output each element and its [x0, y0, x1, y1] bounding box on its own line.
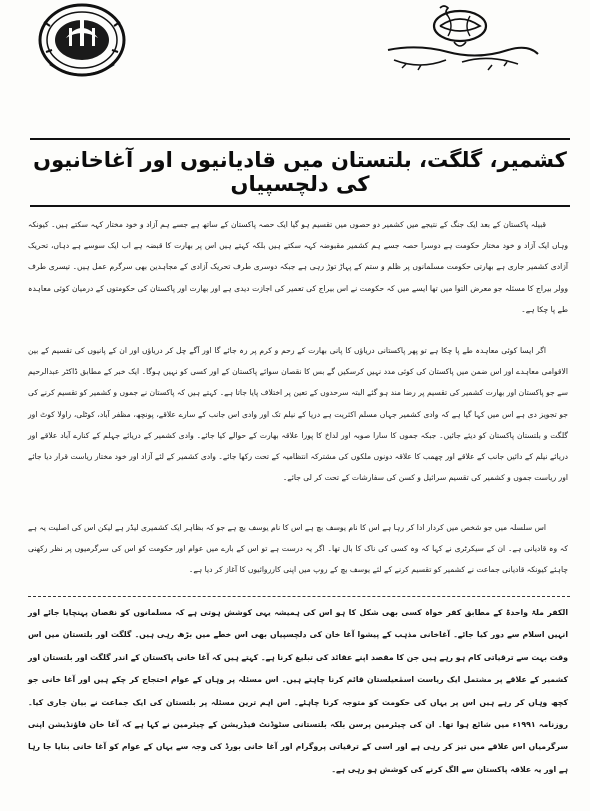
article-section-3 [28, 517, 568, 584]
page-headline: کشمیر، گلگت، بلتستان میں قادیانیوں اور آغاخانیوں کی دلچسپیاں [33, 148, 567, 196]
paragraph: قبیلہ پاکستان کے بعد ایک جنگ کے نتیجے میں کشمیر دو حصوں میں تقسیم ہو گیا ایک حصہ پاکستان کے ساتھ ہے جسے ہم آزاد و خود مختار کہہ سکتے ہیں۔ کیونکہ وہاں ایک آزاد و خود مختار حکومت ہے دوسرا حصہ جسے ہم کشمیر مقبوضہ کہہ سکتے ہیں بلکہ کہتے ہیں اس پر بھارت کا قبضہ ہے اب ایک سوسے ہے دہاں، تحریک آزادی کشمیر جاری ہے بھارتی حکومت مسلمانوں پر ظلم و ستم کے پہاڑ توڑ رہی ہے جبکہ دوسری طرف تحریک آزادی کے مجاہدین بھی سرگرم عمل ہیں۔ تیسری طرف وولر بیراج کا مسئلہ جو معرض التوا میں تھا ایسے میں کہ حکومت نے اس بیراج کی تعمیر کی اجازت دیدی ہے اور بھارت اور پاکستان کی حکومتوں کے درمیان کوئی معاہدہ طے پا چکا ہے۔ [28, 220, 568, 314]
article-section-1 [28, 214, 568, 323]
headline-bottom-rule [30, 205, 570, 207]
article-section-2 [28, 340, 568, 491]
paragraph: اگر ایسا کوئی معاہدہ طے پا چکا ہے تو پھر پاکستانی دریاؤں کا پانی بھارت کے رحم و کرم پر رہ جائے گا اور آگے چل کر دریاؤں اور ان کے پانیوں کی تقسیم کے بین الاقوامی معاہدے اور اس ضمن میں پاکستان کی کوئی مدد نہیں کرسکیں گے بس کا نقصان سوائے پاکستان کے اور کسی کو نہیں ہوگا۔ ایک خبر کے مطابق ڈاکٹر عبدالرحیم سے جو پاکستان اور بھارت کشمیر کی تقسیم پر رضا مند ہو گئے البتہ سرحدوں کے تعین پر اختلاف پایا جاتا ہے۔ کہتے ہیں کہ پاکستان نے جموں و کشمیر کو تقسیم کرنے کی جو تجویز دی ہے اس میں کہا گیا ہے کہ وادی کشمیر جہاں مسلم اکثریت ہے دریا کے نیلم تک اور وادی اس جانب کے سارے علاقے، پونچھ، مظفر آباد، کوٹلی، راولا کوٹ اور گلگت و بلتستان پاکستان کو دیئے جائیں۔ جبکہ جموں کا سارا صوبہ اور لداخ کا پورا علاقہ بھارت کے حوالے کیا جائے۔ وادی کشمیر کے دریائے جہلم کے کنارے آباد علاقے اور دریائے نیلم کے دائیں جانب کے علاقے اور چھمب کا علاقہ دونوں ملکوں کی مشترکہ انتظامیہ کے تحت رکھا جائے۔ وادی کشمیر کے لئے آزاد اور خود مختار ریاست قرار دیا جائے اور ریاست جموں و کشمیر کی تقسیم سرائیل و کسن کی سفارشات کے تحت کر لی جائے۔ [28, 346, 568, 483]
emblem-seal-icon [36, 2, 128, 80]
calligraphy-seal-icon [378, 4, 544, 78]
paragraph: اس سلسلہ میں جو شخص میں کردار ادا کر رہا ہے اس کا نام یوسف بچ ہے اس کا نام یوسف بچ ہے جو کہ بظاہر ایک کشمیری لیڈر ہے لیکن اس کی اصلیت یہ ہے کہ وہ قادیانی ہے۔ ان کے سیکرٹری نے کہا کہ وہ کسی کی ناک کا بال تھا۔ اگر یہ درست ہے تو اس کے بارے میں عوام اور حکومت کو اس کی سرگرمیوں پر نظر رکھنی چاہئے کیونکہ قادیانی جماعت نے کشمیر کو تقسیم کرنے کے لئے یوسف بچ کے روپ میں اپنی کارروائیوں کا آغاز کر دیا ہے۔ [28, 523, 568, 575]
headline-top-rule [30, 138, 570, 140]
paragraph: الکفر ملۃ واحدۃ کے مطابق کفر خواہ کسی بھی شکل کا ہو اس کی ہمیشہ یہی کوشش ہوتی ہے کہ مسلمانوں کو نقصان پہنچایا جائے اور انہیں اسلام سے دور کیا جائے۔ آغاخانی مذہب کے پیشوا آغا خان کی دلچسپیاں بھی اس خطے میں بڑھ رہی ہیں۔ گلگت اور بلتستان میں اس وقت بہت سے ترقیاتی کام ہو رہے ہیں جن کا مقصد اپنے عقائد کی تبلیغ کرنا ہے۔ کہتے ہیں کہ آغا خانی پاکستان کے اندر گلگت اور بلتستان اور کشمیر کے علاقے پر مشتمل ایک ریاست اسمٰعیلستان قائم کرنا چاہتے ہیں۔ اس مسئلہ پر وہاں کے عوام احتجاج کر چکے ہیں اور آغا خانی جو کچھ وہاں کر رہے ہیں اس پر یہاں کی حکومت کو متوجہ کرنا چاہئے۔ اس اہم ترین مسئلہ پر بلتستان کی ایک جماعت نے بیان جاری کیا۔ روزنامہ ۱۹۹۱ء میں شائع ہوا تھا۔ ان کی چیئرمین پرسن بلکہ بلتستانی سٹوڈنٹ فیڈریشن کے چیئرمین نے کہا ہے کہ آغا خان فاؤنڈیشن اپنی سرگرمیاں اس علاقے میں تیز کر رہی ہے اور اسی کے ترقیاتی پروگرام اور آغا خانی بورڈ کی وجہ سے یہاں کے عوام کو آغا خانی بنایا جا رہا ہے اور یہ علاقہ پاکستان سے الگ کرنے کی کوشش ہو رہی ہے۔ [28, 608, 568, 774]
section-divider [28, 596, 570, 597]
article-section-4 [28, 602, 568, 784]
